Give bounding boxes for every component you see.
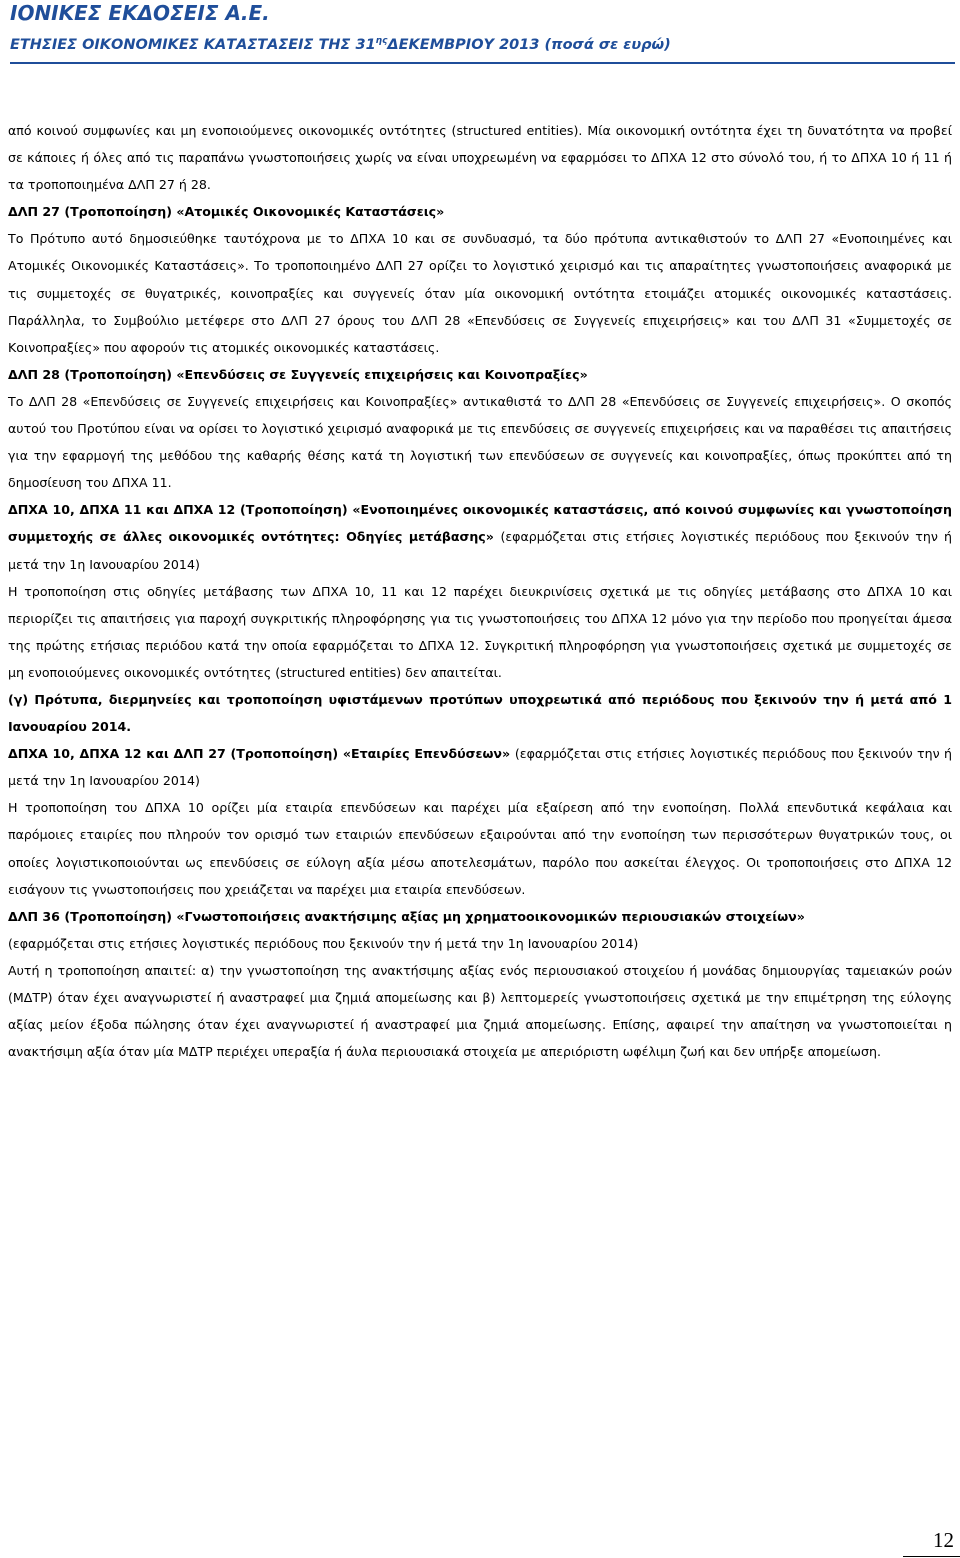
paragraph: από κοινού συμφωνίες και μη ενοποιούμενες οικονομικές οντότητες (structured entities). Μία οικονομική οντότητα έχει τη δυνατότητα να προβεί σε κάποιες ή όλες από τις παραπάνω γνωστοποιήσεις χωρίς να είναι υποχρεωμένη να εφαρμόσει το ΔΠΧΑ 12 στο σύνολό του, ή το ΔΠΧΑ 10 ή 11 ή τα τροποποιημένα ΔΛΠ 27 ή 28. bbox=[8, 123, 952, 193]
section-heading: ΔΛΠ 36 (Τροποποίηση) «Γνωστοποιήσεις ανακτήσιμης αξίας μη χρηματοοικονομικών περιουσιακών στοιχείων» bbox=[8, 908, 805, 924]
paragraph: Η τροποποίηση του ΔΠΧΑ 10 ορίζει μία εταιρία επενδύσεων και παρέχει μία εξαίρεση από την ενοποίηση. Πολλά επενδυτικά κεφάλαια και παρόμοιες εταιρίες που πληρούν τον ορισμό των εταιριών επενδύσεων εξαιρούνται από την ενοποίηση των περισσότερων θυγατρικών τους, οι οποίες λογιστικοποιούνται ως επενδύσεις σε εύλογη αξία μέσω αποτελεσμάτων, παρόλο που ασκείται έλεγχος. Οι τροποποιήσεις στο ΔΠΧΑ 12 εισάγουν τις γνωστοποιήσεις που χρειάζεται να παρέχει μια εταιρία επενδύσεων. bbox=[8, 800, 952, 897]
section-heading: ΔΠΧΑ 10, ΔΠΧΑ 11 και ΔΠΧΑ 12 (Τροποποίηση) «Ενοποιημένες οικονομικές καταστάσεις, από κοινού συμφωνίες και γνωστοποίηση συμμετοχής σε άλλες οικονομικές οντότητες: Οδηγίες μετάβασης» (εφαρμόζεται στις ετήσιες λογιστικές περιόδους που ξεκινούν την ή μετά την 1η Ιανουαρίου 2014) bbox=[8, 502, 952, 572]
document-body bbox=[8, 117, 952, 1065]
footer-rule bbox=[903, 1556, 960, 1557]
paragraph: Αυτή η τροποποίηση απαιτεί: α) την γνωστοποίηση της ανακτήσιμης αξίας ενός περιουσιακού στοιχείου ή μονάδας δημιουργίας ταμειακών ροών (ΜΔΤΡ) όταν έχει αναγνωριστεί ή αναστραφεί μια ζημιά απομείωσης και β) λεπτομερείς γνωστοποιήσεις σχετικά με την επιμέτρηση της εύλογης αξίας μείον έξοδα πώλησης όταν έχει αναγνωριστεί ή αναστραφεί μια ζημιά απομείωσης. Επίσης, αφαιρεί την απαίτηση να γνωστοποιείται η ανακτήσιμη αξία όταν μία ΜΔΤΡ περιέχει υπεραξία ή άυλα περιουσιακά στοιχεία με απεριόριστη ωφέλιμη ζωή και δεν υπήρξε απομείωση. bbox=[8, 962, 952, 1060]
company-name: ΙΟΝΙΚΕΣ ΕΚΔΟΣΕΙΣ Α.Ε. bbox=[10, 1, 270, 25]
report-subtitle bbox=[10, 32, 955, 64]
paragraph: Το Πρότυπο αυτό δημοσιεύθηκε ταυτόχρονα με το ΔΠΧΑ 10 και σε συνδυασμό, τα δύο πρότυπα αντικαθιστούν το ΔΛΠ 27 «Ενοποιημένες και Ατομικές Οικονομικές Καταστάσεις». Το τροποποιημένο ΔΛΠ 27 ορίζει το λογιστικό χειρισμό και τις απαραίτητες γνωστοποιήσεις αναφορικά με τις συμμετοχές σε θυγατρικές, κοινοπραξίες και συγγενείς όταν μία οικονομική οντότητα ετοιμάζει ατομικές οικονομικές καταστάσεις. Παράλληλα, το Συμβούλιο μετέφερε στο ΔΛΠ 27 όρους του ΔΛΠ 28 «Επενδύσεις σε Συγγενείς επιχειρήσεις» και του ΔΛΠ 31 «Συμμετοχές σε Κοινοπραξίες» που αφορούν τις ατομικές οικονομικές καταστάσεις. bbox=[8, 231, 952, 355]
subtitle-text-end: ΔΕΚΕΜΒΡΙΟΥ 2013 (ποσά σε ευρώ) bbox=[387, 36, 671, 53]
paragraph: (εφαρμόζεται στις ετήσιες λογιστικές περιόδους που ξεκινούν την ή μετά την 1η Ιανουαρίου 2014) bbox=[8, 935, 639, 951]
subsection-heading: (γ) Πρότυπα, διερμηνείες και τροποποίηση υφιστάμενων προτύπων υποχρεωτικά από περιόδους που ξεκινούν την ή μετά από 1 Ιανουαρίου 2014. bbox=[8, 691, 952, 735]
paragraph: Το ΔΛΠ 28 «Επενδύσεις σε Συγγενείς επιχειρήσεις και Κοινοπραξίες» αντικαθιστά το ΔΛΠ 28 «Επενδύσεις σε Συγγενείς επιχειρήσεις». Ο σκοπός αυτού του Προτύπου είναι να ορίσει το λογιστικό χειρισμό αναφορικά με τις επενδύσεις σε συγγενείς επιχειρήσεις και να παραθέσει τις απαιτήσεις για την εφαρμογή της μεθόδου της καθαρής θέσης κατά τη λογιστική των επενδύσεων σε συγγενείς και κοινοπραξίες, όπως προκύπτει από τη δημοσίευση του ΔΠΧΑ 11. bbox=[8, 393, 952, 491]
subtitle-text: ΕΤΗΣΙΕΣ ΟΙΚΟΝΟΜΙΚΕΣ ΚΑΤΑΣΤΑΣΕΙΣ ΤΗΣ 31 bbox=[10, 36, 376, 53]
section-heading: ΔΠΧΑ 10, ΔΠΧΑ 12 και ΔΛΠ 27 (Τροποποίηση) «Εταιρίες Επενδύσεων» (εφαρμόζεται στις ετήσιες λογιστικές περιόδους που ξεκινούν την ή μετά την 1η Ιανουαρίου 2014) bbox=[8, 746, 952, 789]
section-heading: ΔΛΠ 28 (Τροποποίηση) «Επενδύσεις σε Συγγενείς επιχειρήσεις και Κοινοπραξίες» bbox=[8, 366, 588, 382]
paragraph: Η τροποποίηση στις οδηγίες μετάβασης των ΔΠΧΑ 10, 11 και 12 παρέχει διευκρινίσεις σχετικά με τις οδηγίες μετάβασης στο ΔΠΧΑ 10 και περιορίζει τις απαιτήσεις για παροχή συγκριτικής πληροφόρησης για τις γνωστοποιήσεις του ΔΠΧΑ 12 μόνο για την περίοδο που προηγείται άμεσα της πρώτης ετήσιας περιόδου κατά την οποία εφαρμόζεται το ΔΠΧΑ 12. Συγκριτική πληροφόρηση για γνωστοποιήσεις σχετικά με συμμετοχές σε μη ενοποιούμενες οικονομικές οντότητες (structured entities) δεν απαιτείται. bbox=[8, 583, 952, 680]
page-number: 12 bbox=[933, 1528, 954, 1552]
subtitle-superscript: ης bbox=[375, 36, 388, 46]
page-header bbox=[10, 0, 955, 64]
section-heading: ΔΛΠ 27 (Τροποποίηση) «Ατομικές Οικονομικές Καταστάσεις» bbox=[8, 204, 445, 220]
